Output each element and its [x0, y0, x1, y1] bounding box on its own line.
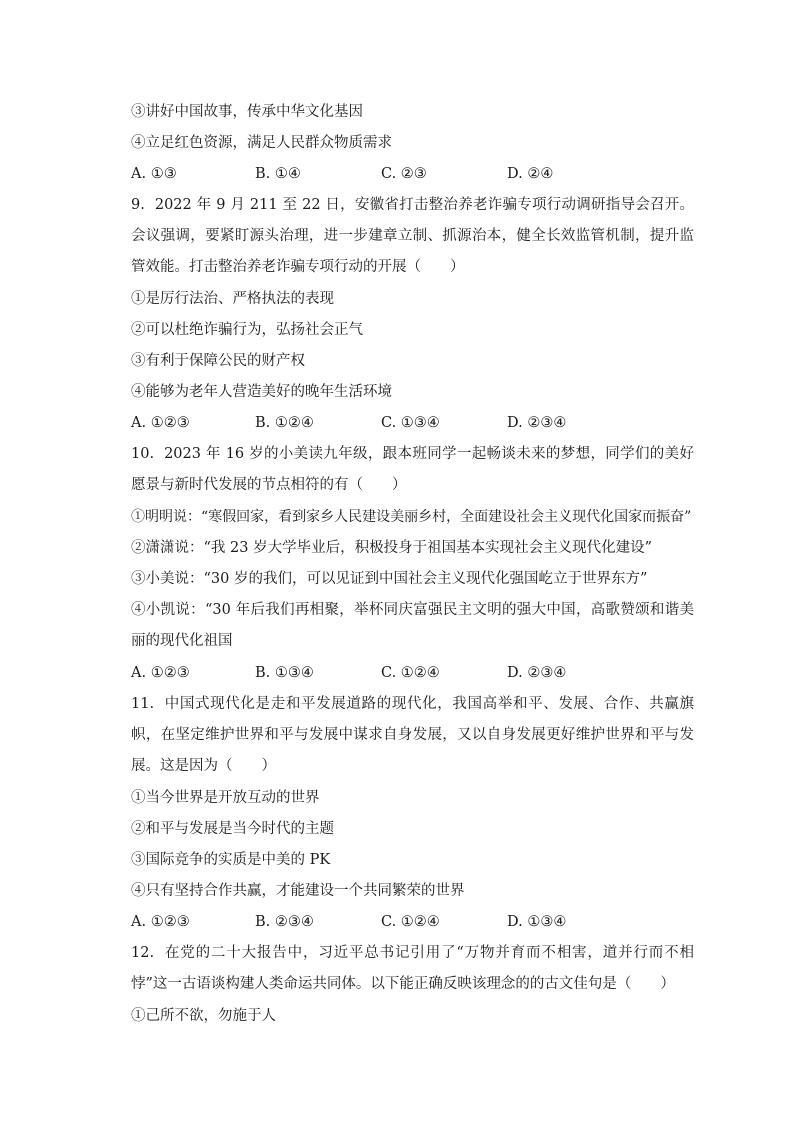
- q8-option-b: B. ①④: [255, 166, 301, 182]
- q9-option-c: C. ①③④: [381, 415, 440, 431]
- q11-statement-4: ④只有坚持合作共赢，才能建设一个共同繁荣的世界: [131, 883, 465, 899]
- q10-statement-1: ①明明说：“寒假回家，看到家乡人民建设美丽乡村，全面建设社会主义现代化国家而振奋”: [131, 509, 692, 525]
- q11-option-c: C. ①②④: [381, 914, 440, 930]
- q10-statement-4: ④小凯说：“30 年后我们再相聚，举杯同庆富强民主文明的强大中国，高歌赞颂和谐美丽的现代化祖国: [131, 602, 694, 649]
- q10-option-b: B. ①③④: [255, 665, 314, 681]
- q9-number: 9.: [131, 197, 145, 213]
- q10-stem: [131, 439, 694, 501]
- q11-stem-text: 中国式现代化是走和平发展道路的现代化，我国高举和平、发展、合作、共赢旗帜，在坚定维护世界和平与发展中谋求自身发展，又以自身发展更好维护世界和平与发展。这是因为（ ）: [131, 696, 694, 774]
- q10-stem-text: 2023 年 16 岁的小美读九年级，跟本班同学一起畅谈未来的梦想，同学们的美好愿景与新时代发展的节点相符的有（ ）: [131, 446, 694, 493]
- q8-statement-4: ④立足红色资源，满足人民群众物质需求: [131, 135, 392, 151]
- q9-option-d: D. ②③④: [507, 415, 567, 431]
- q9-statement-1: ①是厉行法治、严格执法的表现: [131, 291, 334, 307]
- q8-option-c: C. ②③: [381, 166, 427, 182]
- q8-statement-3: ③讲好中国故事，传承中华文化基因: [131, 104, 363, 120]
- q9-option-a: A. ①②③: [131, 415, 190, 431]
- q12-statement-1: ①己所不欲，勿施于人: [131, 1008, 276, 1024]
- q11-option-d: D. ①③④: [507, 914, 567, 930]
- q9-option-b: B. ①②④: [255, 415, 314, 431]
- q10-statement-2: ②潇潇说：“我 23 岁大学毕业后，积极投身于祖国基本实现社会主义现代化建设”: [131, 540, 652, 556]
- q11-number: 11.: [131, 696, 155, 712]
- q12-stem-text: 在党的二十大报告中，习近平总书记引用了“万物并育而不相害，道并行而不相悖”这一古语谈构建人类命运共同体。以下能正确反映该理念的的古文佳句是（ ）: [131, 945, 694, 992]
- q9-statement-3: ③有利于保障公民的财产权: [131, 353, 305, 369]
- q10-option-d: D. ②③④: [507, 665, 567, 681]
- q8-option-a: A. ①③: [131, 166, 177, 182]
- q11-option-b: B. ②③④: [255, 914, 314, 930]
- q12-stem: [131, 938, 694, 1000]
- q10-number: 10.: [131, 446, 155, 462]
- q11-statement-3: ③国际竞争的实质是中美的 PK: [131, 852, 331, 868]
- q9-stem-text: 2022 年 9 月 211 至 22 日，安徽省打击整治养老诈骗专项行动调研指导会召开。会议强调，要紧盯源头治理，进一步建章立制、抓源治本，健全长效监管机制，提升监管效能。打击整治养老诈骗专项行动的开展（ ）: [131, 197, 694, 275]
- q10-option-a: A. ①②③: [131, 665, 190, 681]
- q11-statement-2: ②和平与发展是当今时代的主题: [131, 821, 334, 837]
- q11-statement-1: ①当今世界是开放互动的世界: [131, 790, 320, 806]
- q9-statement-4: ④能够为老年人营造美好的晚年生活环境: [131, 384, 392, 400]
- q9-stem: [131, 190, 694, 283]
- q11-option-a: A. ①②③: [131, 914, 190, 930]
- q10-option-c: C. ①②④: [381, 665, 440, 681]
- q10-statement-3: ③小美说：“30 岁的我们，可以见证到中国社会主义现代化强国屹立于世界东方”: [131, 571, 648, 587]
- q11-stem: [131, 689, 694, 782]
- q12-number: 12.: [131, 945, 155, 961]
- q9-statement-2: ②可以杜绝诈骗行为，弘扬社会正气: [131, 322, 363, 338]
- q8-option-d: D. ②④: [507, 166, 554, 182]
